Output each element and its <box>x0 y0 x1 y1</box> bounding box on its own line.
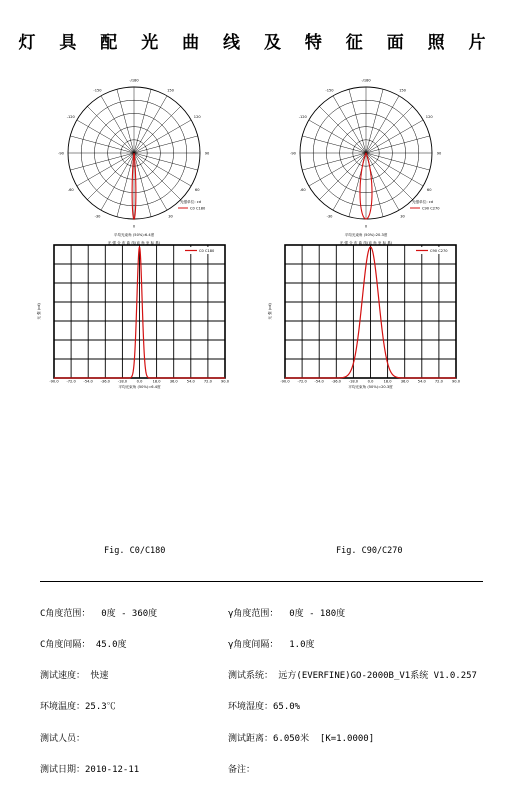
x-tick-label: 18.0 <box>383 379 392 384</box>
polar-angle-label: -/180 <box>361 78 371 83</box>
polar-legend-label: C90 C270 <box>422 206 440 211</box>
polar-angle-label: 60 <box>194 188 200 192</box>
polar-legend-unit: 光强单位: cd <box>180 200 201 204</box>
polar-spoke <box>302 136 366 153</box>
polar-spoke <box>366 106 413 153</box>
polar-beam-caption: 平均光束角 (50%):6.4度 <box>113 233 155 237</box>
x-tick-label: -54.0 <box>83 379 93 384</box>
polar-spoke <box>101 153 134 210</box>
polar-spoke <box>70 153 134 170</box>
x-tick-label: 18.0 <box>152 379 161 384</box>
polar-spoke <box>319 153 366 200</box>
polar-angle-label: -30 <box>94 214 101 219</box>
polar-spoke <box>77 120 134 153</box>
x-tick-label: 36.0 <box>169 379 178 384</box>
polar-spoke <box>117 153 134 217</box>
x-tick-label: 0.0 <box>136 379 143 384</box>
rect-chart-c0-c180 <box>36 245 230 389</box>
polar-spoke <box>117 89 134 153</box>
info-gamma-range: γ角度范围： 0度 - 180度 <box>228 608 346 619</box>
polar-spoke <box>366 136 430 153</box>
polar-angle-label: -60 <box>67 188 74 192</box>
polar-spoke <box>333 96 366 153</box>
x-tick-label: 54.0 <box>417 379 426 384</box>
info-remark: 备注： <box>228 764 256 775</box>
polar-spoke <box>366 120 423 153</box>
info-distance: 测试距离：6.050米 [K=1.0000] <box>228 733 375 744</box>
x-tick-label: -72.0 <box>297 379 307 384</box>
polar-angle-label: -30 <box>326 214 333 219</box>
info-humidity: 环境湿度：65.0% <box>228 702 301 713</box>
legend-label: C90 C270 <box>430 249 448 253</box>
polar-angle-label: -120 <box>298 115 307 119</box>
polar-angle-label: 150 <box>167 88 174 93</box>
polar-spoke <box>319 106 366 153</box>
y-axis-label: 光 强 (cd) <box>37 303 41 320</box>
polar-angle-label: 120 <box>193 115 201 119</box>
polar-spoke <box>87 106 134 153</box>
info-right <box>228 588 477 786</box>
info-date: 测试日期：2010-12-11 <box>40 764 140 775</box>
polar-angle-label: 60 <box>426 188 432 192</box>
polar-angle-label: 120 <box>425 115 433 119</box>
polar-angle-label: -60 <box>299 188 306 192</box>
fig-caption-right: Fig. C90/C270 <box>336 546 403 556</box>
polar-angle-label: 150 <box>399 88 406 93</box>
polar-spoke <box>101 96 134 153</box>
info-c-step: C角度间隔： 45.0度 <box>40 640 127 651</box>
polar-spoke <box>134 96 167 153</box>
y-axis-label: 光 强 (cd) <box>268 303 272 320</box>
polar-spoke <box>77 153 134 186</box>
divider <box>40 581 483 582</box>
polar-spoke <box>134 106 181 153</box>
legend-label: C0 C180 <box>199 249 215 253</box>
x-tick-label: -72.0 <box>66 379 76 384</box>
x-tick-label: -54.0 <box>314 379 324 384</box>
polar-legend-label: C0 C180 <box>190 206 206 211</box>
info-gamma-step: γ角度间隔： 1.0度 <box>228 640 315 651</box>
x-tick-label: -36.0 <box>100 379 110 384</box>
page-title: 灯 具 配 光 曲 线 及 特 征 面 照 片 <box>18 33 495 53</box>
polar-spoke <box>134 153 167 210</box>
x-axis-label: 平均光束角 (50%)=6.4度 <box>118 385 161 389</box>
polar-spoke <box>333 153 366 210</box>
polar-angle-label: -150 <box>325 88 334 93</box>
polar-spoke <box>134 120 191 153</box>
polar-spoke <box>366 153 423 186</box>
x-tick-label: -36.0 <box>331 379 341 384</box>
fig-caption-left: Fig. C0/C180 <box>104 546 166 556</box>
polar-spoke <box>366 153 399 210</box>
polar-angle-label: -120 <box>66 115 75 119</box>
polar-angle-label: 0 <box>364 224 368 229</box>
x-tick-label: -90.0 <box>280 379 290 384</box>
rect-chart-c90-c270 <box>267 245 461 389</box>
info-left <box>40 588 157 786</box>
polar-spoke <box>302 153 366 170</box>
polar-spoke <box>134 153 191 186</box>
x-tick-label: 0.0 <box>367 379 374 384</box>
polar-angle-label: 30 <box>168 214 173 219</box>
x-tick-label: -18.0 <box>117 379 128 384</box>
info-system: 测试系统： 远方(EVERFINE)GO-2000B_V1系统 V1.0.257 <box>228 671 477 682</box>
info-temperature: 环境温度：25.3℃ <box>40 702 116 713</box>
polar-angle-label: -/180 <box>129 78 139 83</box>
polar-chart-c90-c270 <box>290 79 442 246</box>
polar-spoke <box>366 153 430 170</box>
polar-axis-caption: 光 强 分 布 曲 线(直 角 坐 标 系) <box>107 241 161 245</box>
info-speed: 测试速度： 快速 <box>40 671 109 682</box>
x-tick-label: 54.0 <box>186 379 195 384</box>
polar-spoke <box>366 96 399 153</box>
polar-angle-label: -90 <box>58 151 64 156</box>
info-tester: 测试人员： <box>40 733 86 744</box>
polar-spoke <box>309 153 366 186</box>
polar-spoke <box>70 136 134 153</box>
polar-spoke <box>134 153 198 170</box>
x-tick-label: -90.0 <box>49 379 59 384</box>
polar-angle-label: -150 <box>93 88 102 93</box>
x-tick-label: 36.0 <box>400 379 409 384</box>
polar-angle-label: 30 <box>400 214 405 219</box>
polar-spoke <box>134 153 151 217</box>
polar-spoke <box>349 89 366 153</box>
polar-spoke <box>87 153 134 200</box>
polar-legend-unit: 光强单位: cd <box>412 200 433 204</box>
polar-spoke <box>309 120 366 153</box>
x-tick-label: -18.0 <box>348 379 359 384</box>
x-tick-label: 72.0 <box>203 379 212 384</box>
polar-angle-label: -90 <box>290 151 296 156</box>
polar-spoke <box>134 153 181 200</box>
polar-spoke <box>134 89 151 153</box>
info-c-range: C角度范围： 0度 - 360度 <box>40 608 158 619</box>
polar-chart-c0-c180 <box>58 79 210 246</box>
polar-spoke <box>134 136 198 153</box>
polar-spoke <box>366 89 383 153</box>
x-tick-label: 72.0 <box>434 379 443 384</box>
polar-angle-label: 90 <box>436 151 442 156</box>
polar-spoke <box>366 153 413 200</box>
x-tick-label: 90.0 <box>451 379 461 384</box>
x-axis-label: 平均光束角 (50%)=20.3度 <box>348 385 393 389</box>
polar-angle-label: 0 <box>132 224 136 229</box>
polar-beam-caption: 平均光束角 (50%):20.3度 <box>344 233 388 237</box>
x-tick-label: 90.0 <box>220 379 230 384</box>
polar-angle-label: 90 <box>204 151 210 156</box>
polar-axis-caption: 光 强 分 布 曲 线(直 角 坐 标 系) <box>339 241 393 245</box>
